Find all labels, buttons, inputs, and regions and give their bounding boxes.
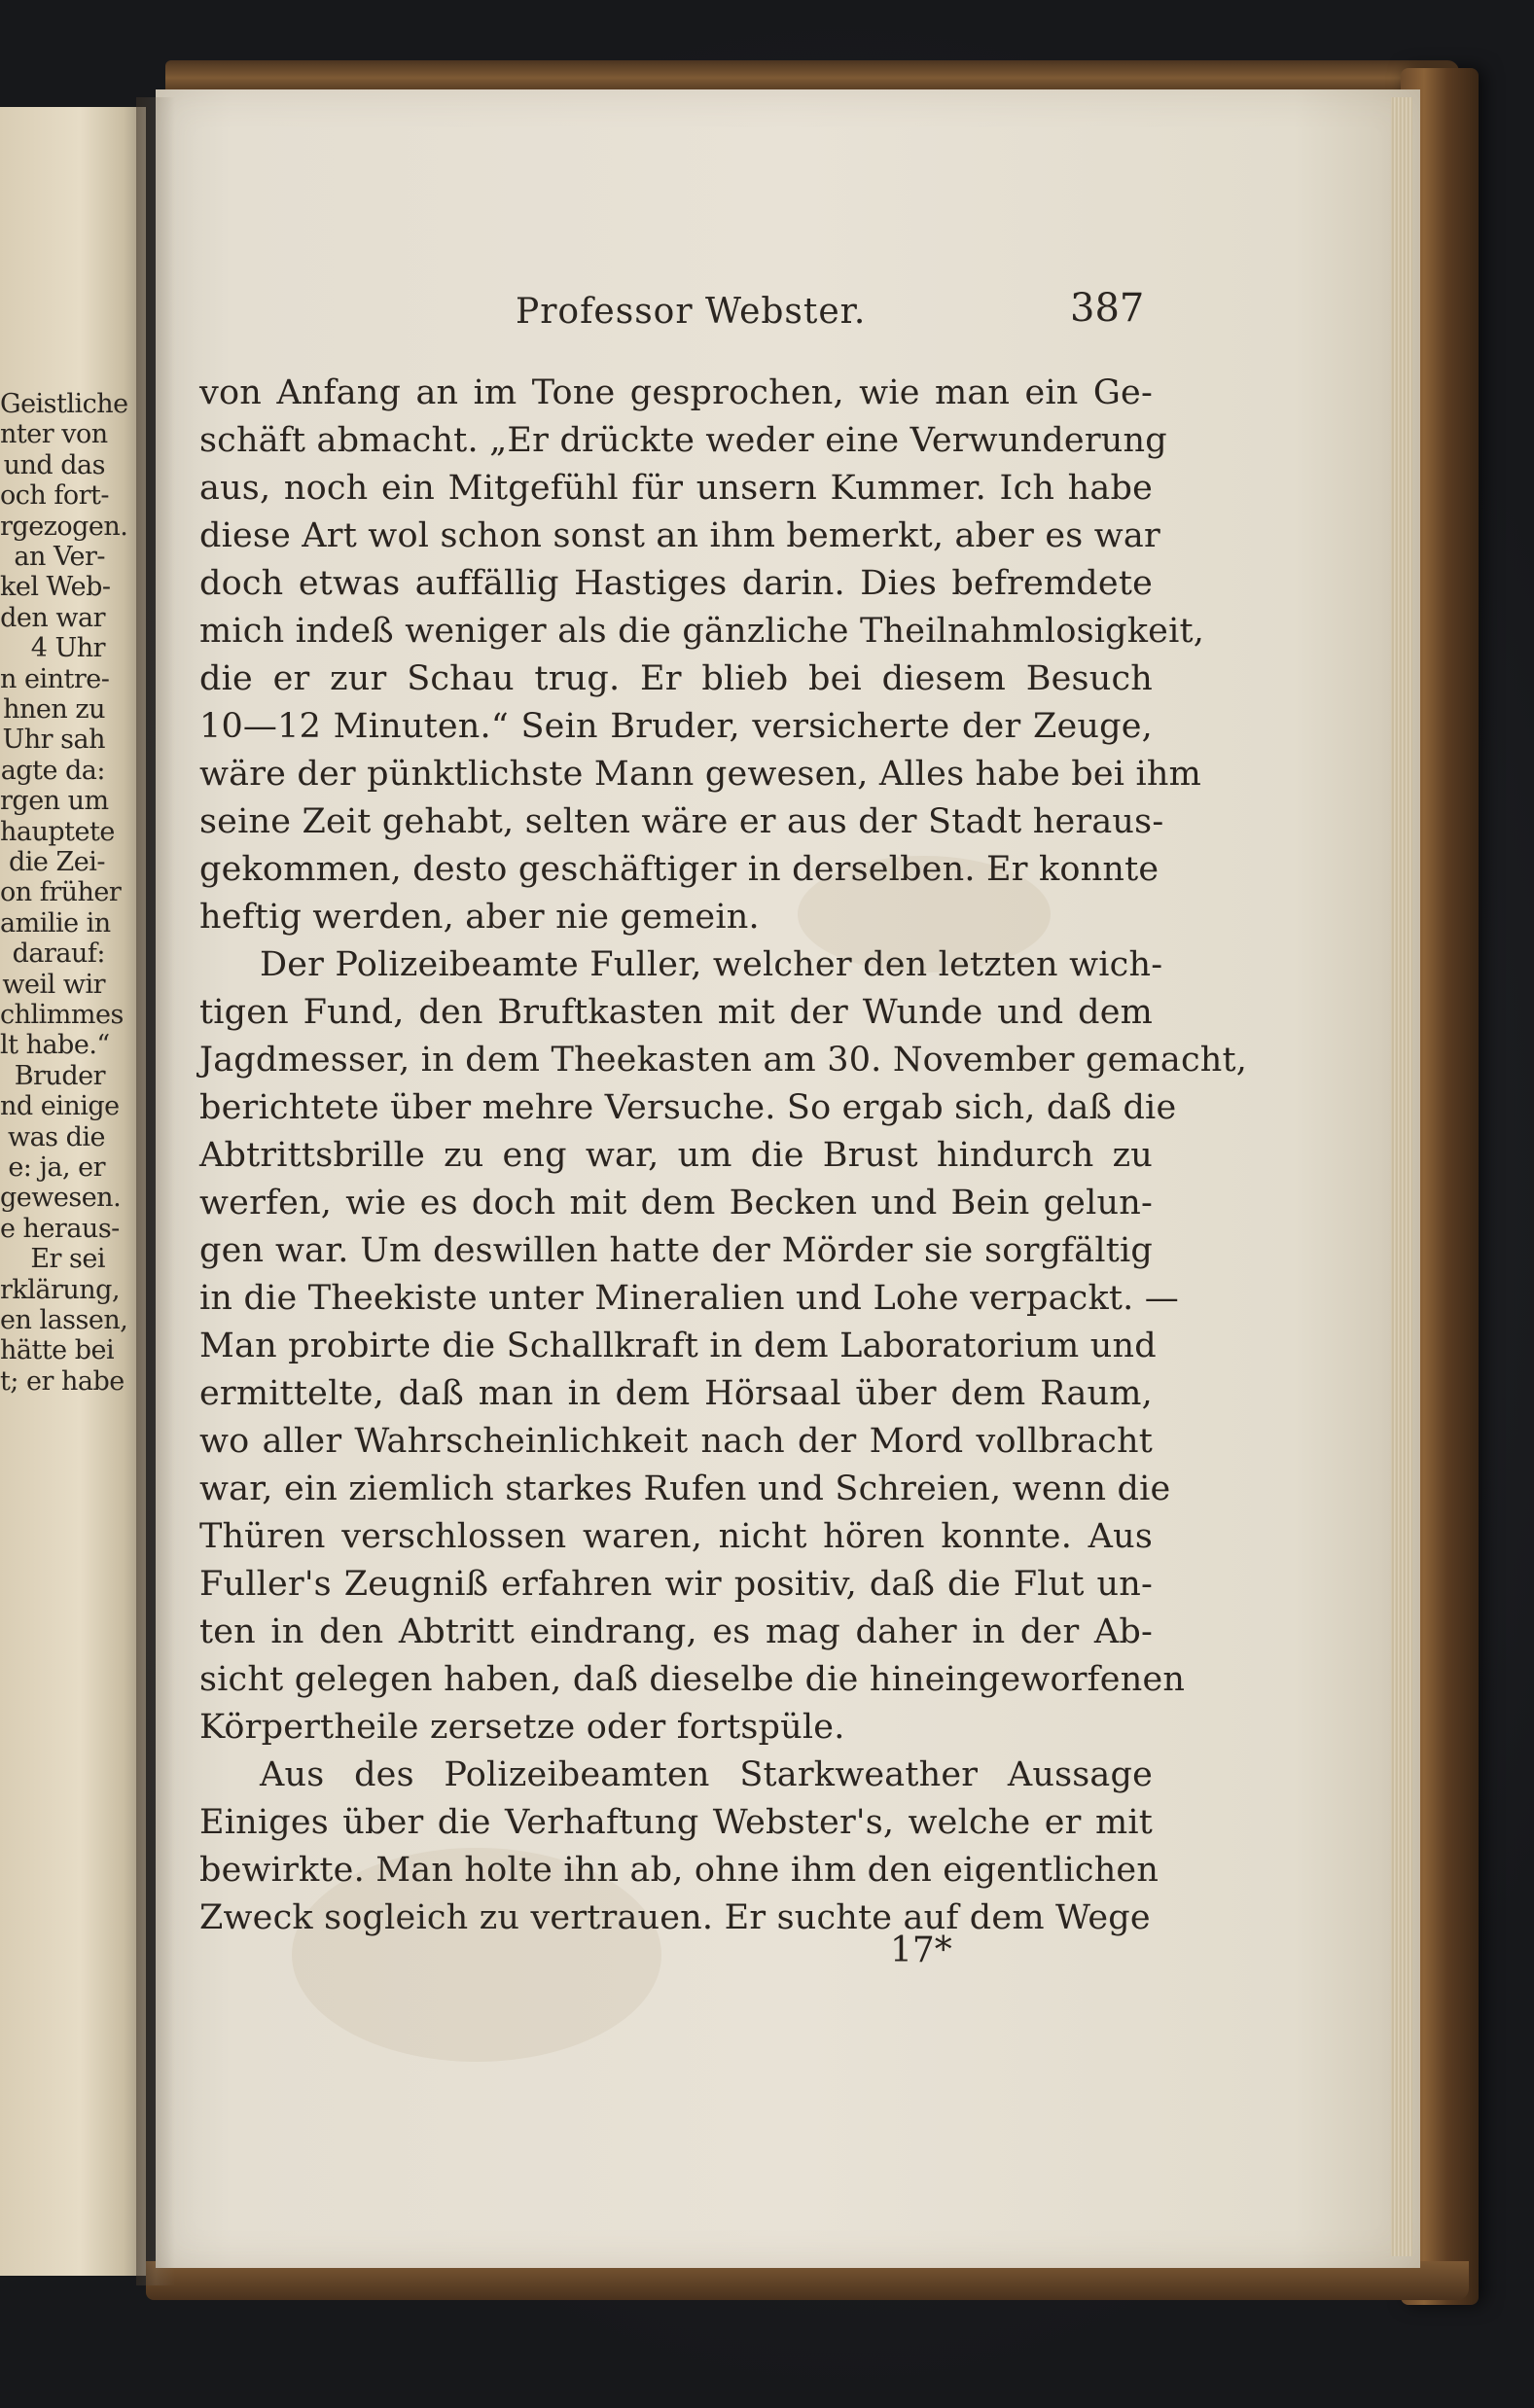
left-page-line: Geistliche xyxy=(0,389,128,419)
text-line: 10—12 Minuten.“ Sein Bruder, versicherte der Zeuge, xyxy=(199,707,1153,746)
left-page-line: e: ja, er xyxy=(8,1152,105,1183)
gutter-shadow xyxy=(136,97,175,2285)
text-line: bewirkte. Man holte ihn ab, ohne ihm den eigentlichen xyxy=(199,1851,1159,1890)
left-page-line: rgezogen. xyxy=(0,511,128,542)
page-header xyxy=(195,282,1167,340)
left-page-line: an Ver- xyxy=(14,542,105,572)
text-line: Körpertheile zersetze oder fortspüle. xyxy=(199,1708,845,1747)
text-line: ten in den Abtritt eindrang, es mag daher in der Ab- xyxy=(199,1612,1153,1651)
text-line: berichtete über mehre Versuche. So ergab sich, daß die xyxy=(199,1088,1177,1127)
left-page-line: on früher xyxy=(0,877,122,908)
text-line: wo aller Wahrscheinlichkeit nach der Mord vollbracht xyxy=(199,1422,1153,1461)
signature-mark: 17* xyxy=(890,1930,952,1970)
text-line: aus, noch ein Mitgefühl für unsern Kummer. Ich habe xyxy=(199,469,1153,508)
left-page-line: nter von xyxy=(0,419,108,450)
left-page-line: rklärung, xyxy=(0,1274,121,1305)
running-title: Professor Webster. xyxy=(516,292,867,332)
text-line: von Anfang an im Tone gesprochen, wie man ein Ge- xyxy=(199,373,1153,412)
text-line: ermittelte, daß man in dem Hörsaal über dem Raum, xyxy=(199,1374,1153,1413)
left-page-line: en lassen, xyxy=(0,1305,128,1335)
left-page-line: weil wir xyxy=(2,969,105,1000)
left-page-line: 4 Uhr xyxy=(30,633,105,664)
text-line: seine Zeit gehabt, selten wäre er aus der Stadt heraus- xyxy=(199,802,1164,841)
left-page-line: und das xyxy=(3,449,105,480)
book-cover-top xyxy=(165,60,1459,89)
text-line: Abtrittsbrille zu eng war, um die Brust hindurch zu xyxy=(199,1136,1153,1175)
text-line: doch etwas auffällig Hastiges darin. Dies befremdete xyxy=(199,564,1153,603)
left-page xyxy=(0,107,146,2276)
left-page-line: chlimmes xyxy=(0,1000,124,1030)
left-page-line: e heraus- xyxy=(0,1213,120,1244)
left-page-line: nd einige xyxy=(0,1091,120,1122)
page-block-edge xyxy=(1391,97,1412,2256)
text-line: mich indeß weniger als die gänzliche Theilnahmlosigkeit, xyxy=(199,612,1205,651)
left-page-line: hätte bei xyxy=(0,1335,115,1366)
text-line: Der Polizeibeamte Fuller, welcher den letzten wich- xyxy=(260,945,1163,984)
left-page-line: n eintre- xyxy=(0,663,110,694)
text-line: wäre der pünktlichste Mann gewesen, Alles habe bei ihm xyxy=(199,755,1201,794)
left-page-line: rgen um xyxy=(0,786,109,817)
left-page-line: hauptete xyxy=(0,816,115,847)
text-line: gekommen, desto geschäftiger in derselben. Er konnte xyxy=(199,850,1159,889)
left-page-line: t; er habe xyxy=(0,1365,125,1397)
left-page-line: agte da: xyxy=(0,755,105,786)
text-line: in die Theekiste unter Mineralien und Lohe verpackt. — xyxy=(199,1279,1179,1318)
left-page-line: kel Web- xyxy=(0,572,111,603)
text-line: gen war. Um deswillen hatte der Mörder sie sorgfältig xyxy=(199,1231,1153,1270)
text-line: Man probirte die Schallkraft in dem Laboratorium und xyxy=(199,1327,1157,1365)
left-page-line: darauf: xyxy=(12,938,105,970)
body-text xyxy=(199,370,1248,1942)
left-page-line: Er sei xyxy=(30,1244,105,1275)
left-page-line: was die xyxy=(7,1121,105,1152)
text-line: diese Art wol schon sonst an ihm bemerkt, aber es war xyxy=(199,516,1160,555)
left-page-line: Bruder xyxy=(14,1060,105,1091)
page-number: 387 xyxy=(1070,286,1145,331)
text-line: Thüren verschlossen waren, nicht hören konnte. Aus xyxy=(199,1517,1153,1556)
left-page-line: amilie in xyxy=(0,907,111,938)
text-line: heftig werden, aber nie gemein. xyxy=(199,898,760,937)
text-line: Jagdmesser, in dem Theekasten am 30. November gemacht, xyxy=(199,1041,1248,1080)
text-line: tigen Fund, den Bruftkasten mit der Wunde und dem xyxy=(199,993,1153,1032)
left-page-line: hnen zu xyxy=(3,694,105,725)
text-line: war, ein ziemlich starkes Rufen und Schreien, wenn die xyxy=(199,1470,1171,1508)
left-page-line: den war xyxy=(0,602,105,633)
text-line: Zweck sogleich zu vertrauen. Er suchte auf dem Wege xyxy=(199,1898,1151,1937)
left-page-line: lt habe.“ xyxy=(0,1030,110,1061)
left-page-line: Uhr sah xyxy=(2,725,105,756)
text-line: Fuller's Zeugniß erfahren wir positiv, daß die Flut un- xyxy=(199,1565,1153,1604)
text-line: sicht gelegen haben, daß dieselbe die hineingeworfenen xyxy=(199,1660,1186,1699)
left-page-line: och fort- xyxy=(0,480,109,512)
text-line: werfen, wie es doch mit dem Becken und Bein gelun- xyxy=(199,1184,1153,1222)
left-page-line: gewesen. xyxy=(0,1183,122,1214)
text-line: schäft abmacht. „Er drückte weder eine Verwunderung xyxy=(199,421,1167,460)
text-line: Aus des Polizeibeamten Starkweather Aussage xyxy=(260,1755,1153,1794)
text-line: die er zur Schau trug. Er blieb bei diesem Besuch xyxy=(199,659,1153,698)
text-line: Einiges über die Verhaftung Webster's, welche er mit xyxy=(199,1803,1153,1842)
left-page-line: die Zei- xyxy=(9,847,105,877)
